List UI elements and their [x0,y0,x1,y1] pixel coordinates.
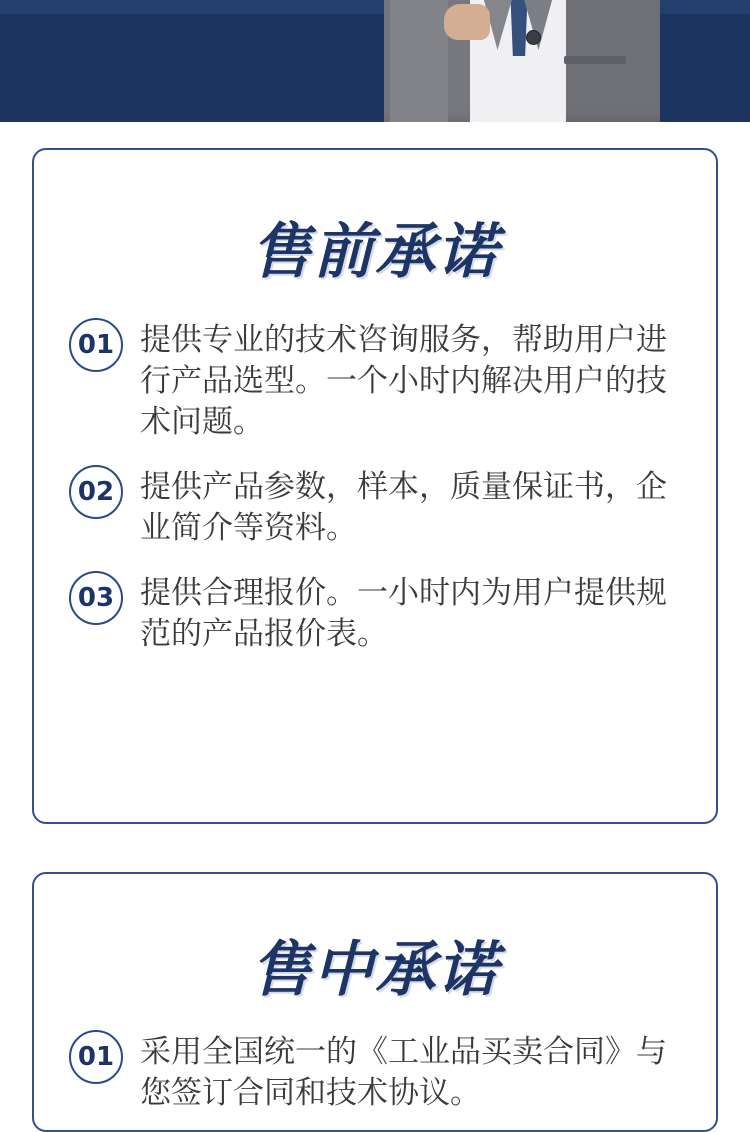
list-item [69,1030,688,1114]
item-text: 提供合理报价。一小时内为用户提供规范的产品报价表。 [140,575,667,652]
jacket-pocket [564,56,626,64]
item-number-badge: 02 [69,465,123,519]
presale-item-list [69,318,688,655]
item-text: 采用全国统一的《工业品买卖合同》与您签订合同和技术协议。 [140,1034,667,1111]
item-number-badge: 01 [69,1030,123,1084]
item-text: 提供专业的技术咨询服务，帮助用户进行产品选型。一个小时内解决用户的技术问题。 [140,322,667,440]
presale-commitment-card [32,148,718,824]
insale-commitment-card [32,872,718,1132]
item-number-badge: 03 [69,571,123,625]
businessman-photo [378,0,660,122]
arm [390,0,448,122]
hand [444,4,490,40]
list-item [69,571,688,655]
hero-banner [0,0,750,122]
jacket-button-icon [526,30,541,45]
presale-card-title: 售前承诺 [251,217,499,287]
item-number-badge: 01 [69,318,123,372]
item-text: 提供产品参数，样本，质量保证书，企业简介等资料。 [140,469,667,546]
insale-item-list [69,1030,688,1114]
list-item [69,465,688,549]
list-item [69,318,688,443]
insale-card-title: 售中承诺 [251,935,499,1005]
